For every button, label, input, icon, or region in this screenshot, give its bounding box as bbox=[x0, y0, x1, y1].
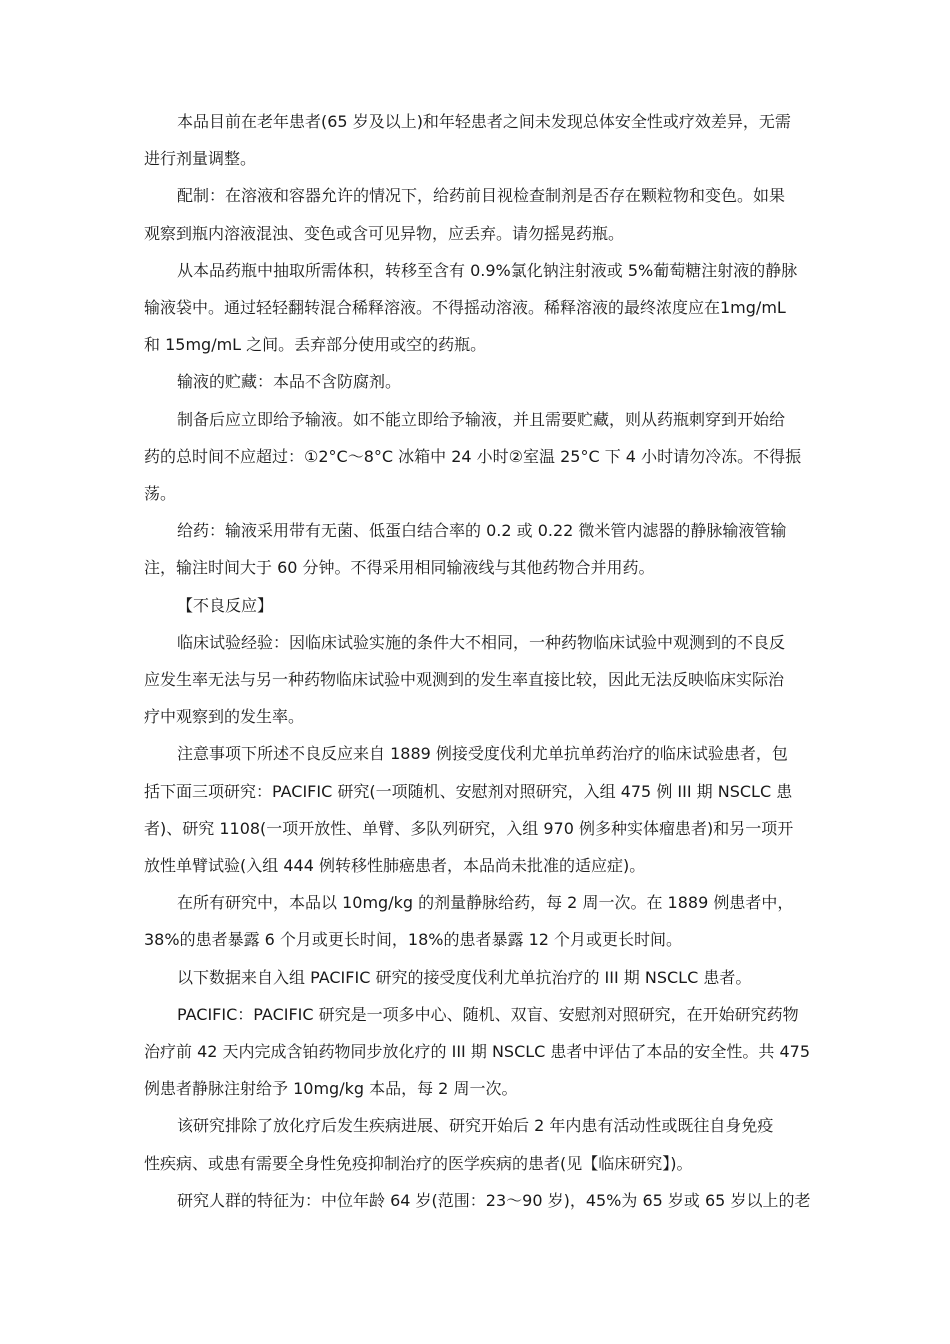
text-line: 药的总时间不应超过：①2°C～8°C 冰箱中 24 小时②室温 25°C 下 4 小时请勿冷冻。不得振 bbox=[144, 446, 802, 466]
text-line: 和 15mg/mL 之间。丢弃部分使用或空的药瓶。 bbox=[144, 335, 487, 355]
paragraph-pacific-data-source bbox=[144, 959, 816, 996]
paragraph-storage bbox=[144, 363, 816, 400]
paragraph-dosing-exposure bbox=[144, 884, 816, 958]
text-line: 以下数据来自入组 PACIFIC 研究的接受度伐利尤单抗治疗的 III 期 NSCLC 患者。 bbox=[177, 967, 752, 987]
paragraph-exclusion-criteria bbox=[144, 1107, 816, 1181]
paragraph-study-sources bbox=[144, 735, 816, 884]
text-line: 38%的患者暴露 6 个月或更长时间，18%的患者暴露 12 个月或更长时间。 bbox=[144, 930, 683, 950]
paragraph-population-characteristics bbox=[144, 1182, 816, 1219]
text-line: 从本品药瓶中抽取所需体积，转移至含有 0.9%氯化钠注射液或 5%葡萄糖注射液的静脉 bbox=[177, 260, 798, 280]
text-line: 括下面三项研究：PACIFIC 研究(一项随机、安慰剂对照研究，入组 475 例 III 期 NSCLC 患 bbox=[144, 781, 793, 801]
paragraph-elderly-patients bbox=[144, 103, 816, 177]
section-heading-adverse-reactions: 【不良反应】 bbox=[177, 595, 274, 615]
paragraph-preparation bbox=[144, 177, 816, 251]
text-line: 性疾病、或患有需要全身性免疫抑制治疗的医学疾病的患者(见【临床研究】)。 bbox=[144, 1153, 693, 1173]
text-line: PACIFIC：PACIFIC 研究是一项多中心、随机、双盲、安慰剂对照研究，在开始研究药物 bbox=[177, 1004, 799, 1024]
text-line: 制备后应立即给予输液。如不能立即给予输液，并且需要贮藏，则从药瓶刺穿到开始给 bbox=[177, 409, 786, 429]
text-line: 放性单臂试验(入组 444 例转移性肺癌患者，本品尚未批准的适应症)。 bbox=[144, 856, 646, 876]
text-line: 注，输注时间大于 60 分钟。不得采用相同输液线与其他药物合并用药。 bbox=[144, 558, 655, 578]
text-line: 荡。 bbox=[144, 484, 177, 504]
paragraph-clinical-trial-experience bbox=[144, 624, 816, 736]
text-line: 应发生率无法与另一种药物临床试验中观测到的发生率直接比较，因此无法反映临床实际治 bbox=[144, 670, 785, 690]
text-line: 该研究排除了放化疗后发生疾病进展、研究开始后 2 年内患有活动性或既往自身免疫 bbox=[177, 1116, 774, 1136]
text-line: 输液袋中。通过轻轻翻转混合稀释溶液。不得摇动溶液。稀释溶液的最终浓度应在1mg/mL bbox=[144, 298, 786, 318]
text-line: 输液的贮藏：本品不含防腐剂。 bbox=[177, 372, 402, 392]
text-line: 配制：在溶液和容器允许的情况下，给药前目视检查制剂是否存在颗粒物和变色。如果 bbox=[177, 186, 786, 206]
text-line: 注意事项下所述不良反应来自 1889 例接受度伐利尤单抗单药治疗的临床试验患者，包 bbox=[177, 744, 788, 764]
paragraph-administration bbox=[144, 512, 816, 586]
text-line: 治疗前 42 天内完成含铂药物同步放化疗的 III 期 NSCLC 患者中评估了本品的安全性。共 475 bbox=[144, 1042, 811, 1062]
text-line: 研究人群的特征为：中位年龄 64 岁(范围：23～90 岁)，45%为 65 岁或 65 岁以上的老 bbox=[177, 1190, 811, 1210]
text-line: 者)、研究 1108(一项开放性、单臂、多队列研究，入组 970 例多种实体瘤患者)和另一项开 bbox=[144, 818, 794, 838]
text-line: 给药：输液采用带有无菌、低蛋白结合率的 0.2 或 0.22 微米管内滤器的静脉输液管输 bbox=[177, 521, 787, 541]
paragraph-pacific-description bbox=[144, 996, 816, 1108]
paragraph-dilution bbox=[144, 252, 816, 364]
text-line: 疗中观察到的发生率。 bbox=[144, 707, 305, 727]
text-line: 例患者静脉注射给予 10mg/kg 本品，每 2 周一次。 bbox=[144, 1079, 518, 1099]
text-line: 观察到瓶内溶液混浊、变色或含可见异物，应丢弃。请勿摇晃药瓶。 bbox=[144, 223, 625, 243]
paragraph-storage-time bbox=[144, 401, 816, 513]
document-body bbox=[144, 103, 816, 1219]
text-line: 临床试验经验：因临床试验实施的条件大不相同，一种药物临床试验中观测到的不良反 bbox=[177, 632, 786, 652]
text-line: 在所有研究中，本品以 10mg/kg 的剂量静脉给药，每 2 周一次。在 1889 例患者中， bbox=[177, 893, 794, 913]
text-line: 进行剂量调整。 bbox=[144, 149, 257, 169]
text-line: 本品目前在老年患者(65 岁及以上)和年轻患者之间未发现总体安全性或疗效差异，无需 bbox=[177, 112, 791, 131]
